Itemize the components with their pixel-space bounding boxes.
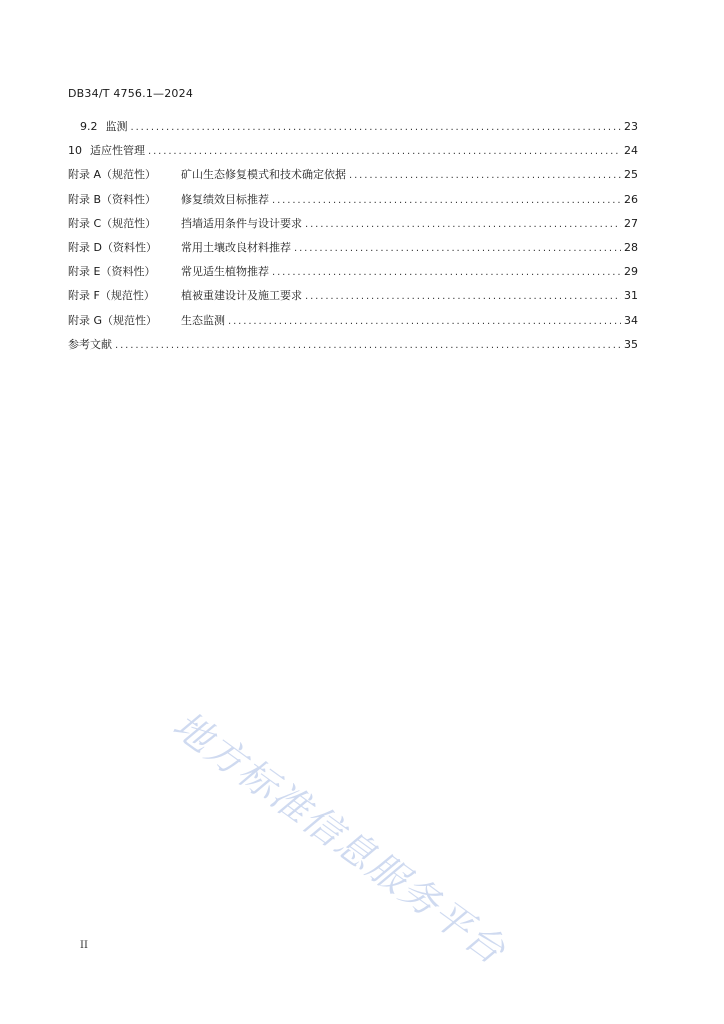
toc-entry[interactable] (68, 118, 638, 142)
toc-entry-number: 9.2 (80, 120, 98, 133)
dot-leader (305, 291, 621, 302)
dot-leader (115, 340, 621, 351)
toc-entry-references[interactable] (68, 336, 638, 360)
toc-entry-title: 常见适生植物推荐 (181, 265, 269, 279)
toc-entry-number: 10 (68, 144, 82, 158)
toc-entry-number: 附录 C（规范性） (68, 216, 157, 230)
toc-entry[interactable] (68, 142, 638, 166)
dot-leader (228, 316, 621, 327)
toc-entry-number: 附录 D（资料性） (68, 240, 157, 254)
toc-entry-number: 附录 G（规范性） (68, 313, 158, 327)
toc-entry-annex-d[interactable] (68, 239, 638, 263)
toc-entry-annex-e[interactable] (68, 263, 638, 287)
toc-entry-page: 28 (624, 240, 638, 254)
toc-entry-page: 35 (624, 337, 638, 351)
toc-entry-number: 附录 F（规范性） (68, 289, 155, 303)
toc-entry-page: 27 (624, 216, 638, 230)
toc-entry-annex-b[interactable] (68, 191, 638, 215)
dot-leader (294, 243, 621, 254)
page-number: II (80, 940, 88, 951)
toc-entry-title: 监测 (105, 120, 128, 133)
toc-entry-title: 植被重建设计及施工要求 (181, 289, 302, 303)
toc-entry-title: 矿山生态修复模式和技术确定依据 (181, 168, 346, 182)
toc-entry-annex-g[interactable] (68, 312, 638, 336)
toc-entry-annex-a[interactable] (68, 166, 638, 190)
dot-leader (305, 219, 621, 230)
toc-entry-page: 34 (624, 313, 638, 327)
toc-entry-number: 附录 E（资料性） (68, 265, 156, 279)
toc-entry-page: 25 (624, 168, 638, 182)
toc-entry-title: 适应性管理 (90, 144, 145, 158)
dot-leader (272, 195, 621, 206)
toc-entry-title: 参考文献 (68, 337, 112, 351)
dot-leader (349, 170, 621, 181)
toc-entry-annex-f[interactable] (68, 287, 638, 311)
toc-entry-title: 挡墙适用条件与设计要求 (181, 216, 302, 230)
toc-entry-title: 生态监测 (181, 313, 225, 327)
watermark: 地方标准信息服务平台 (165, 702, 515, 974)
toc-entry-page: 31 (624, 289, 638, 303)
document-code: DB34/T 4756.1—2024 (68, 87, 194, 100)
toc-entry-title: 常用土壤改良材料推荐 (181, 240, 291, 254)
dot-leader (148, 146, 621, 157)
toc-entry-number: 附录 B（资料性） (68, 192, 157, 206)
toc-entry-page: 24 (624, 144, 638, 158)
dot-leader (131, 122, 622, 133)
toc-entry-annex-c[interactable] (68, 215, 638, 239)
toc-entry-page: 26 (624, 192, 638, 206)
table-of-contents (68, 118, 638, 360)
toc-entry-page: 29 (624, 265, 638, 279)
dot-leader (272, 267, 621, 278)
toc-entry-page: 23 (624, 120, 638, 133)
toc-entry-title: 修复绩效目标推荐 (181, 192, 269, 206)
toc-entry-number: 附录 A（规范性） (68, 168, 157, 182)
